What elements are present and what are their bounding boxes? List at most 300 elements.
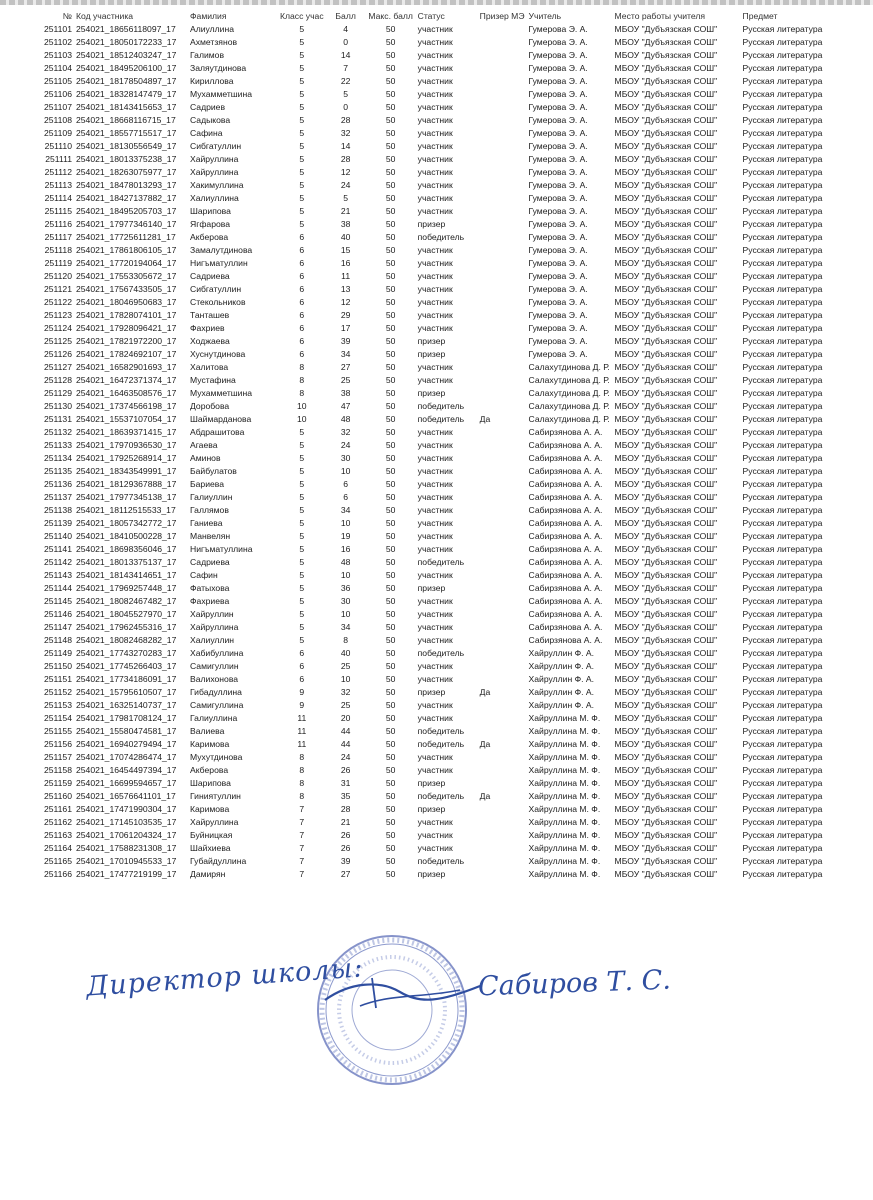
row-max: 50 (385, 63, 396, 73)
row-subject: Русская литература (742, 622, 823, 632)
row-max: 50 (385, 531, 396, 541)
row-code: 254021_17981708124_17 (76, 713, 177, 723)
row-num: 251154 (43, 713, 72, 723)
table-row (32, 725, 845, 738)
row-surname: Фахриева (190, 596, 230, 606)
row-code: 254021_17970936530_17 (76, 440, 177, 450)
row-code: 254021_16463508576_17 (76, 388, 177, 398)
row-surname: Ганиева (190, 518, 223, 528)
row-max: 50 (385, 154, 396, 164)
row-subject: Русская литература (742, 466, 823, 476)
row-status: участник (417, 453, 453, 463)
col-num-header: № (62, 11, 72, 21)
row-class: 6 (299, 245, 305, 255)
row-prize (478, 296, 527, 309)
row-prize (478, 504, 527, 517)
row-max: 50 (385, 791, 396, 801)
row-workplace: МБОУ "Дубъязская СОШ" (614, 349, 718, 359)
row-workplace: МБОУ "Дубъязская СОШ" (614, 570, 718, 580)
row-max: 50 (385, 700, 396, 710)
row-subject: Русская литература (742, 24, 823, 34)
row-workplace: МБОУ "Дубъязская СОШ" (614, 115, 718, 125)
row-status: участник (417, 141, 453, 151)
row-class: 6 (299, 297, 305, 307)
table-row (32, 868, 845, 881)
row-teacher: Гумерова Э. А. (528, 310, 588, 320)
row-prize (478, 153, 527, 166)
row-prize (478, 621, 527, 634)
row-max: 50 (385, 427, 396, 437)
row-prize (478, 439, 527, 452)
row-class: 5 (299, 492, 305, 502)
row-surname: Сибгатуллин (190, 141, 242, 151)
row-max: 50 (385, 115, 396, 125)
row-class: 11 (297, 726, 307, 736)
row-subject: Русская литература (742, 856, 823, 866)
row-status: участник (417, 518, 453, 528)
row-workplace: МБОУ "Дубъязская СОШ" (614, 232, 718, 242)
row-surname: Шаймарданова (190, 414, 252, 424)
table-row (32, 777, 845, 790)
row-status: призер (417, 778, 446, 788)
row-prize (478, 556, 527, 569)
scan-edge (0, 0, 873, 5)
row-num: 251149 (43, 648, 72, 658)
row-score: 24 (340, 752, 351, 762)
table-row (32, 413, 845, 426)
handwritten-signature (320, 972, 490, 1012)
row-workplace: МБОУ "Дубъязская СОШ" (614, 791, 718, 801)
row-code: 254021_17977345138_17 (76, 492, 177, 502)
row-teacher: Хайруллин Ф. А. (528, 687, 595, 697)
row-subject: Русская литература (742, 362, 823, 372)
row-max: 50 (385, 180, 396, 190)
table-row (32, 374, 845, 387)
row-code: 254021_17588231308_17 (76, 843, 177, 853)
row-status: участник (417, 245, 453, 255)
row-code: 254021_17824692107_17 (76, 349, 177, 359)
row-surname: Мухутдинова (190, 752, 243, 762)
row-num: 251116 (44, 219, 72, 229)
row-prize (478, 426, 527, 439)
row-class: 5 (299, 427, 305, 437)
signature-position: Директор школы: (85, 952, 365, 1003)
table-row (32, 166, 845, 179)
row-class: 5 (299, 154, 305, 164)
row-max: 50 (385, 583, 396, 593)
table-row (32, 257, 845, 270)
row-prize (478, 543, 527, 556)
row-subject: Русская литература (742, 843, 823, 853)
table-row (32, 738, 845, 751)
row-score: 26 (340, 830, 351, 840)
row-subject: Русская литература (742, 219, 823, 229)
row-status: участник (417, 271, 453, 281)
row-code: 254021_17821972200_17 (76, 336, 177, 346)
row-surname: Галимов (190, 50, 225, 60)
row-code: 254021_15795610507_17 (76, 687, 177, 697)
row-max: 50 (385, 648, 396, 658)
row-status: участник (417, 531, 453, 541)
row-class: 6 (299, 349, 305, 359)
row-workplace: МБОУ "Дубъязская СОШ" (614, 284, 718, 294)
row-num: 251126 (43, 349, 72, 359)
row-status: призер (417, 804, 446, 814)
row-status: участник (417, 622, 453, 632)
table-row (32, 803, 845, 816)
row-score: 6 (343, 479, 349, 489)
row-code: 254021_18050172233_17 (76, 37, 177, 47)
row-workplace: МБОУ "Дубъязская СОШ" (614, 128, 718, 138)
row-prize (478, 478, 527, 491)
row-workplace: МБОУ "Дубъязская СОШ" (614, 414, 718, 424)
row-workplace: МБОУ "Дубъязская СОШ" (614, 869, 718, 879)
col-score-header: Балл (335, 11, 356, 21)
row-subject: Русская литература (742, 518, 823, 528)
row-num: 251129 (43, 388, 72, 398)
row-class: 6 (299, 648, 305, 658)
row-surname: Хайруллина (190, 817, 239, 827)
row-class: 8 (299, 778, 305, 788)
row-surname: Замалутдинова (190, 245, 253, 255)
row-workplace: МБОУ "Дубъязская СОШ" (614, 479, 718, 489)
row-max: 50 (385, 102, 396, 112)
row-score: 7 (343, 63, 349, 73)
row-code: 254021_17745266403_17 (76, 661, 177, 671)
row-prize (478, 374, 527, 387)
row-max: 50 (385, 609, 396, 619)
row-status: участник (417, 76, 453, 86)
row-score: 22 (340, 76, 351, 86)
row-score: 24 (340, 180, 351, 190)
row-max: 50 (385, 89, 396, 99)
row-teacher: Хайруллина М. Ф. (528, 804, 601, 814)
row-score: 19 (340, 531, 351, 541)
row-teacher: Гумерова Э. А. (528, 76, 588, 86)
row-status: участник (417, 193, 453, 203)
row-score: 39 (340, 856, 351, 866)
row-workplace: МБОУ "Дубъязская СОШ" (614, 245, 718, 255)
row-class: 5 (299, 167, 305, 177)
row-teacher: Гумерова Э. А. (528, 128, 588, 138)
row-num: 251110 (44, 141, 72, 151)
row-score: 28 (340, 804, 351, 814)
row-prize (478, 647, 527, 660)
row-teacher: Салахутдинова Д. Р. (528, 388, 610, 398)
row-code: 254021_15537107054_17 (76, 414, 177, 424)
row-teacher: Гумерова Э. А. (528, 141, 588, 151)
row-workplace: МБОУ "Дубъязская СОШ" (614, 492, 718, 502)
row-max: 50 (385, 674, 396, 684)
row-status: победитель (417, 557, 465, 567)
row-max: 50 (385, 232, 396, 242)
row-prize (478, 36, 527, 49)
row-code: 254021_17374566198_17 (76, 401, 177, 411)
row-prize (478, 491, 527, 504)
row-prize (478, 192, 527, 205)
row-class: 5 (299, 557, 305, 567)
row-subject: Русская литература (742, 713, 823, 723)
row-surname: Валихонова (190, 674, 239, 684)
row-workplace: МБОУ "Дубъязская СОШ" (614, 453, 718, 463)
row-num: 251113 (44, 180, 72, 190)
row-status: участник (417, 206, 453, 216)
row-code: 254021_18013375137_17 (76, 557, 177, 567)
row-teacher: Хайруллина М. Ф. (528, 713, 601, 723)
row-teacher: Хайруллина М. Ф. (528, 765, 601, 775)
row-class: 5 (299, 505, 305, 515)
row-score: 48 (340, 557, 351, 567)
row-subject: Русская литература (742, 427, 823, 437)
row-class: 5 (299, 635, 305, 645)
row-num: 251105 (43, 76, 72, 86)
row-num: 251124 (43, 323, 72, 333)
row-num: 251125 (43, 336, 72, 346)
row-workplace: МБОУ "Дубъязская СОШ" (614, 375, 718, 385)
row-status: участник (417, 492, 453, 502)
row-class: 6 (299, 232, 305, 242)
row-code: 254021_17720194064_17 (76, 258, 177, 268)
row-subject: Русская литература (742, 388, 823, 398)
row-workplace: МБОУ "Дубъязская СОШ" (614, 830, 718, 840)
row-status: участник (417, 167, 453, 177)
row-teacher: Гумерова Э. А. (528, 323, 588, 333)
row-workplace: МБОУ "Дубъязская СОШ" (614, 37, 718, 47)
row-code: 254021_18082468282_17 (76, 635, 177, 645)
table-row (32, 231, 845, 244)
row-code: 254021_17074286474_17 (76, 752, 177, 762)
row-max: 50 (385, 284, 396, 294)
table-row (32, 582, 845, 595)
row-class: 5 (299, 193, 305, 203)
row-num: 251120 (43, 271, 72, 281)
row-status: участник (417, 635, 453, 645)
row-prize (478, 777, 527, 790)
row-subject: Русская литература (742, 206, 823, 216)
table-row (32, 517, 845, 530)
row-code: 254021_17477219199_17 (76, 869, 177, 879)
row-subject: Русская литература (742, 596, 823, 606)
row-num: 251157 (43, 752, 72, 762)
row-code: 254021_17743270283_17 (76, 648, 177, 658)
row-code: 254021_17969257448_17 (76, 583, 177, 593)
row-code: 254021_18343549991_17 (76, 466, 177, 476)
row-subject: Русская литература (742, 37, 823, 47)
row-teacher: Гумерова Э. А. (528, 336, 588, 346)
row-status: участник (417, 830, 453, 840)
row-max: 50 (385, 570, 396, 580)
row-workplace: МБОУ "Дубъязская СОШ" (614, 817, 718, 827)
row-workplace: МБОУ "Дубъязская СОШ" (614, 323, 718, 333)
row-teacher: Хайруллин Ф. А. (528, 648, 595, 658)
row-class: 7 (299, 804, 305, 814)
row-subject: Русская литература (742, 375, 823, 385)
row-teacher: Гумерова Э. А. (528, 258, 588, 268)
row-max: 50 (385, 297, 396, 307)
row-max: 50 (385, 856, 396, 866)
row-max: 50 (385, 167, 396, 177)
row-code: 254021_17471990304_17 (76, 804, 177, 814)
row-class: 8 (299, 375, 305, 385)
row-num: 251134 (43, 453, 72, 463)
row-score: 14 (340, 141, 351, 151)
row-subject: Русская литература (742, 765, 823, 775)
row-status: участник (417, 37, 453, 47)
row-class: 6 (299, 661, 305, 671)
row-workplace: МБОУ "Дубъязская СОШ" (614, 63, 718, 73)
row-prize (478, 283, 527, 296)
row-status: участник (417, 505, 453, 515)
row-prize (478, 517, 527, 530)
row-status: участник (417, 596, 453, 606)
row-num: 251158 (43, 765, 72, 775)
row-score: 16 (340, 544, 351, 554)
row-num: 251160 (43, 791, 72, 801)
col-class-header: Класс учас (280, 11, 324, 21)
row-score: 8 (343, 635, 349, 645)
row-prize (478, 387, 527, 400)
row-workplace: МБОУ "Дубъязская СОШ" (614, 622, 718, 632)
row-code: 254021_18057342772_17 (76, 518, 177, 528)
row-prize (478, 842, 527, 855)
row-subject: Русская литература (742, 89, 823, 99)
row-workplace: МБОУ "Дубъязская СОШ" (614, 778, 718, 788)
row-status: участник (417, 674, 453, 684)
row-class: 5 (299, 206, 305, 216)
row-class: 8 (299, 765, 305, 775)
table-row (32, 387, 845, 400)
row-prize (478, 699, 527, 712)
row-max: 50 (385, 388, 396, 398)
row-subject: Русская литература (742, 544, 823, 554)
row-status: призер (417, 583, 446, 593)
row-prize: Да (479, 687, 491, 697)
row-score: 44 (340, 739, 351, 749)
row-teacher: Гумерова Э. А. (528, 24, 588, 34)
row-workplace: МБОУ "Дубъязская СОШ" (614, 206, 718, 216)
row-score: 30 (340, 453, 351, 463)
row-workplace: МБОУ "Дубъязская СОШ" (614, 193, 718, 203)
row-score: 4 (343, 24, 349, 34)
table-row (32, 504, 845, 517)
row-num: 251159 (43, 778, 72, 788)
row-num: 251108 (43, 115, 72, 125)
row-max: 50 (385, 817, 396, 827)
table-body (32, 23, 845, 881)
row-code: 254021_18046950683_17 (76, 297, 177, 307)
row-surname: Галлямов (190, 505, 229, 515)
row-code: 254021_18082467482_17 (76, 596, 177, 606)
row-surname: Галиуллина (190, 713, 238, 723)
table-row (32, 270, 845, 283)
table-row (32, 764, 845, 777)
row-status: победитель (417, 726, 465, 736)
row-class: 8 (299, 752, 305, 762)
row-surname: Аминов (190, 453, 221, 463)
row-surname: Акберова (190, 232, 229, 242)
row-workplace: МБОУ "Дубъязская СОШ" (614, 141, 718, 151)
table-row (32, 530, 845, 543)
row-code: 254021_18668116715_17 (76, 115, 176, 125)
row-score: 44 (340, 726, 351, 736)
row-surname: Алиуллина (190, 24, 235, 34)
row-code: 254021_15580474581_17 (76, 726, 177, 736)
row-workplace: МБОУ "Дубъязская СОШ" (614, 765, 718, 775)
row-teacher: Гумерова Э. А. (528, 180, 588, 190)
table-row (32, 36, 845, 49)
row-status: участник (417, 180, 453, 190)
row-num: 251137 (43, 492, 72, 502)
row-prize (478, 673, 527, 686)
row-score: 13 (340, 284, 351, 294)
row-workplace: МБОУ "Дубъязская СОШ" (614, 89, 718, 99)
row-num: 251112 (44, 167, 72, 177)
row-score: 47 (340, 401, 351, 411)
row-num: 251148 (43, 635, 72, 645)
col-workplace-header: Место работы учителя (614, 11, 706, 21)
table-row (32, 543, 845, 556)
row-subject: Русская литература (742, 492, 823, 502)
row-workplace: МБОУ "Дубъязская СОШ" (614, 648, 718, 658)
row-prize (478, 127, 527, 140)
row-class: 5 (299, 24, 305, 34)
row-max: 50 (385, 37, 396, 47)
row-code: 254021_18495205703_17 (76, 206, 177, 216)
row-teacher: Сабирзянова А. А. (528, 570, 603, 580)
row-subject: Русская литература (742, 583, 823, 593)
row-class: 5 (299, 37, 305, 47)
row-surname: Стекольников (190, 297, 246, 307)
row-prize (478, 764, 527, 777)
row-num: 251130 (43, 401, 72, 411)
row-surname: Ахметзянов (190, 37, 238, 47)
row-code: 254021_16699594657_17 (76, 778, 177, 788)
row-status: участник (417, 752, 453, 762)
row-surname: Сафин (190, 570, 218, 580)
col-surname-header: Фамилия (190, 11, 227, 21)
row-status: призер (417, 687, 446, 697)
row-status: победитель (417, 648, 465, 658)
row-num: 251103 (43, 50, 72, 60)
row-workplace: МБОУ "Дубъязская СОШ" (614, 739, 718, 749)
row-subject: Русская литература (742, 687, 823, 697)
row-teacher: Сабирзянова А. А. (528, 440, 603, 450)
row-num: 251102 (43, 37, 72, 47)
row-prize (478, 725, 527, 738)
table-row (32, 127, 845, 140)
row-score: 40 (340, 648, 351, 658)
row-surname: Ягфарова (190, 219, 230, 229)
row-class: 5 (299, 622, 305, 632)
row-prize (478, 816, 527, 829)
table-row (32, 478, 845, 491)
row-score: 27 (340, 869, 351, 879)
row-status: участник (417, 115, 453, 125)
row-code: 254021_16454497394_17 (76, 765, 177, 775)
row-score: 32 (340, 687, 351, 697)
row-subject: Русская литература (742, 557, 823, 567)
row-subject: Русская литература (742, 63, 823, 73)
row-workplace: МБОУ "Дубъязская СОШ" (614, 609, 718, 619)
row-code: 254021_17928096421_17 (76, 323, 177, 333)
row-num: 251118 (44, 245, 72, 255)
row-code: 254021_18427137882_17 (76, 193, 177, 203)
row-status: участник (417, 24, 453, 34)
row-class: 5 (299, 102, 305, 112)
row-surname: Шайхиева (190, 843, 231, 853)
row-code: 254021_18410500228_17 (76, 531, 177, 541)
table-row (32, 569, 845, 582)
